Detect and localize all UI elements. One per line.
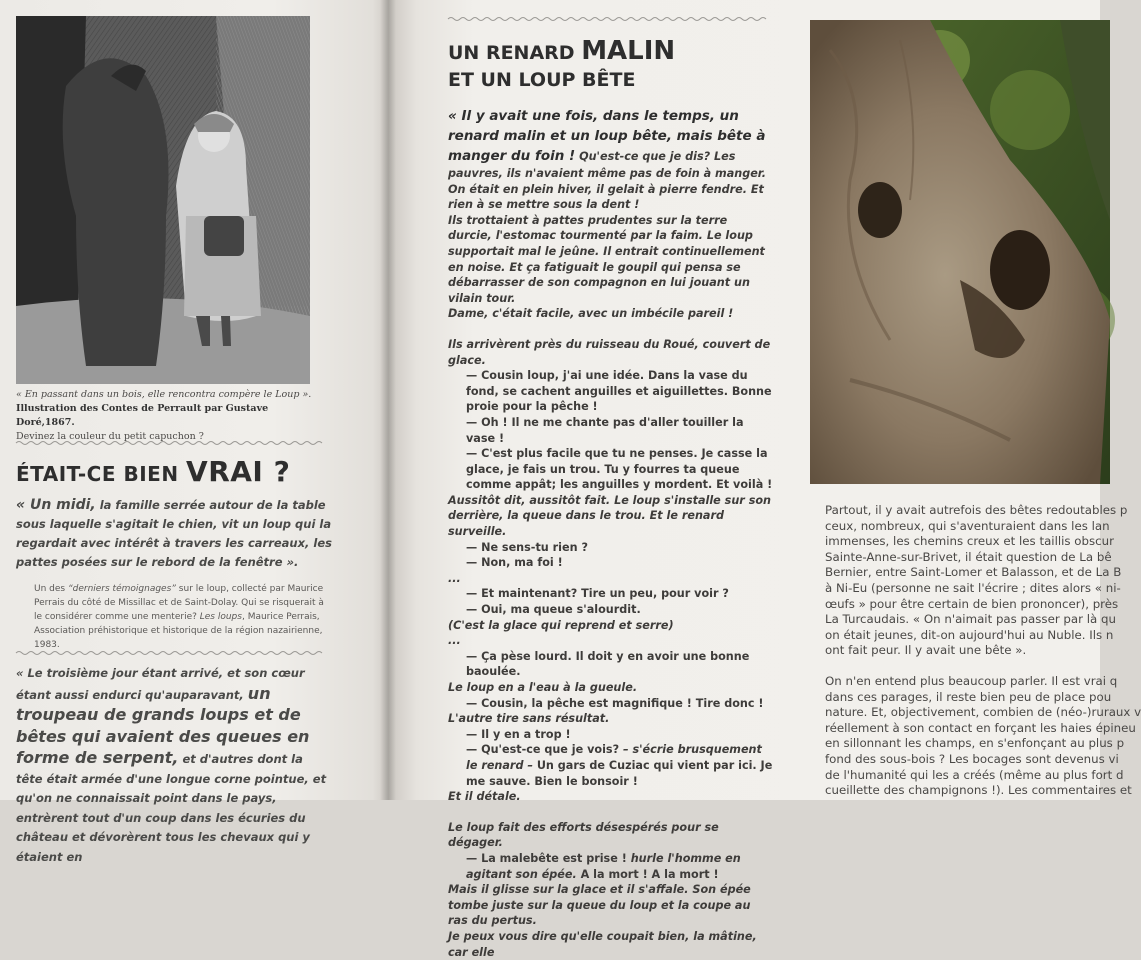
side-article-line: La Turcaudais. « On n'aimait pas passer par là qu — [825, 612, 1116, 627]
testimony-quote-lead: « Un midi, — [16, 497, 96, 513]
legend-quote-c: et d'autres dont la tête était armée d'une longue corne pointue, et qu'on ne connaissait point dans le pays, entrèrent tout d'un coup dans les écuries du château et dévorèrent tous les chevaux qui y étaient en — [16, 752, 327, 864]
story-opening: « Il y avait une fois, dans le temps, un renard malin et un loup bête, mais bête à manger du foin ! — [448, 108, 766, 164]
story-dialogue: — La malebête est prise ! — [466, 851, 631, 865]
story-paragraph: L'autre tire sans résultat. — [448, 712, 610, 726]
source-quoted: “derniers témoignages” — [67, 584, 176, 594]
story-title-big: MALIN — [581, 36, 676, 66]
story-dialogue: A la mort ! A la mort ! — [576, 867, 719, 881]
side-article-line: ceux, nombreux, qui s'aventuraient dans les lan — [825, 518, 1110, 533]
side-article-line: Bernier, entre Saint-Lomer et Balasson, et de La B — [825, 565, 1122, 580]
section-heading-small: ÉTAIT-CE BIEN — [16, 462, 187, 486]
section-heading-big: VRAI ? — [186, 455, 291, 488]
story-dialogue: — Oh ! Il ne me chante pas d'aller touiller la vase ! — [466, 415, 744, 445]
legend-quote-b: un troupeau de grands loups et de bêtes qui avaient des queues en forme de serpent, — [16, 683, 310, 767]
story-text — [448, 106, 774, 960]
source-text-end: , Maurice Perrais, Association préhistorique et historique de la région nazairienne, 1983. — [34, 612, 323, 650]
story-title — [448, 38, 675, 93]
side-article-line: à Ni-Eu (personne ne sait l'écrire ; dites alors « ni- — [825, 580, 1121, 595]
illustration-caption — [16, 388, 316, 444]
story-dialogue: — Ça pèse lourd. Il doit y en avoir une bonne baoulée. — [466, 649, 750, 679]
dore-engraving-image — [16, 16, 310, 384]
side-article-line: on était jeunes, dit-on aujourd'hui au Nuble. Ils n — [825, 627, 1114, 642]
side-article-line: nature. Et, objectivement, combien de (néo-)ruraux v — [825, 705, 1141, 720]
story-dialogue: Un gars de Cuziac qui vient par ici. Je me sauve. Bien le bonsoir ! — [466, 758, 773, 788]
section-heading — [16, 455, 290, 488]
story-paragraph: Le loup en a l'eau à la gueule. — [448, 681, 638, 694]
testimony-quote — [16, 496, 332, 572]
testimony-source — [34, 582, 334, 652]
side-article-line: réellement à son contact en forçant les haies épineu — [825, 720, 1136, 735]
caption-credit: Illustration des Contes de Perrault par Gustave Doré,1867. — [16, 403, 269, 428]
left-page — [0, 0, 388, 864]
source-book-title: Les loups — [199, 612, 242, 622]
side-article-line: en sillonnant les champs, en s'enfonçant au plus p — [825, 736, 1125, 751]
story-dialogue: — Oui, ma queue s'alourdit. — [466, 603, 641, 617]
side-article-paragraph — [825, 673, 1141, 799]
story-paragraph: Dame, c'était facile, avec un imbécile pareil ! — [448, 307, 734, 321]
tree-photo-image — [810, 20, 1110, 484]
story-ellipsis: ... — [448, 571, 461, 585]
story-dialogue: — Il y en a trop ! — [466, 727, 571, 741]
story-paragraph: Ils arrivèrent près du ruisseau du Roué, couvert de glace. — [448, 337, 771, 367]
story-title-small: UN RENARD — [448, 42, 582, 64]
legend-quote — [16, 664, 332, 867]
side-article — [825, 503, 1141, 799]
story-dialogue: — Non, ma foi ! — [466, 556, 563, 570]
story-dialogue: — Qu'est-ce que je vois? — [466, 743, 623, 757]
story-ellipsis: ... — [448, 634, 461, 648]
story-paragraph: Mais il glisse sur la glace et il s'affale. Son épée tombe juste sur la queue du loup et la coupe au ras du pertus. — [448, 883, 751, 928]
story-title-line2: ET UN LOUP BÊTE — [448, 69, 636, 91]
source-text-mid: sur le loup, collecté par Maurice Perrais du côté de Missillac et de Saint-Dolay. Qui se risquerait à le considérer comme une menterie? — [34, 584, 324, 622]
story-paragraph: Je peux vous dire qu'elle coupait bien, la mâtine, car elle — [448, 929, 757, 959]
story-dialogue: — Et maintenant? Tire un peu, pour voir ? — [466, 587, 729, 601]
story-paragraph: Et il détale. — [448, 790, 521, 804]
story-dialogue: — Ne sens-tu rien ? — [466, 540, 588, 554]
story-dialogue: — Cousin, la pêche est magnifique ! Tire donc ! — [466, 696, 764, 710]
side-article-line: Sainte-Anne-sur-Brivet, il était question de La bê — [825, 549, 1112, 564]
wavy-divider — [16, 650, 326, 656]
book-gutter — [380, 0, 396, 800]
side-article-line: œufs » pour être certain de bien prononcer), près — [825, 596, 1119, 611]
caption-note: Devinez la couleur du petit capuchon ? — [16, 431, 204, 442]
testimony-quote-text: la famille serrée autour de la table sous laquelle s'agitait le chien, vit un loup qui la regardait avec intérêt à travers les carreaux, les pattes posées sur le rebord de la fenêtre ». — [16, 498, 332, 569]
source-text: Un des — [34, 584, 68, 594]
story-narration: hurle l'homme en agitant son épée. — [466, 851, 741, 881]
side-article-line: dans ces parages, il reste bien peu de place pou — [825, 689, 1112, 704]
side-article-line: cueillette des champignons !). Les commentaires et — [825, 783, 1132, 798]
legend-quote-a: « Le troisième jour étant arrivé, et son cœur étant aussi endurci qu'auparavant, — [16, 666, 305, 702]
caption-quote: « En passant dans un bois, elle rencontra compère le Loup ». — [16, 389, 312, 400]
story-dialogue: — C'est plus facile que tu ne penses. Je casse la glace, je fais un trou. Tu y fourres ta queue comme appât; les anguilles y mordent. Et voilà ! — [466, 447, 773, 492]
wavy-divider — [448, 16, 770, 22]
story-paragraph: (C'est la glace qui reprend et serre) — [448, 618, 674, 632]
side-article-line: immenses, les chemins creux et les taillis obscur — [825, 534, 1114, 549]
side-article-line: Partout, il y avait autrefois des bêtes redoutables p — [825, 503, 1128, 517]
side-article-paragraph — [825, 503, 1128, 659]
side-article-line: On n'en entend plus beaucoup parler. Il est vrai q — [825, 673, 1118, 688]
side-article-line: fond des sous-bois ? Les bocages sont devenus vi — [825, 751, 1119, 766]
story-narration: – s'écrie brusquement le renard – — [466, 743, 762, 772]
story-dialogue: — Cousin loup, j'ai une idée. Dans la vase du fond, se cachent anguilles et aiguillettes. Bonne proie pour la pêche ! — [466, 369, 772, 414]
side-article-line: ont fait peur. Il y avait une bête ». — [825, 643, 1027, 658]
story-paragraph: Qu'est-ce que je dis? Les pauvres, ils n'avaient même pas de foin à manger. On était en plein hiver, il gelait à pierre fendre. Et rien à se mettre sous la dent ! — [448, 150, 766, 212]
story-paragraph: Aussitôt dit, aussitôt fait. Le loup s'installe sur son derrière, la queue dans le trou. Et le renard surveille. — [448, 493, 772, 539]
side-article-line: de l'humanité qui les a créés (même au plus fort d — [825, 767, 1124, 782]
wavy-divider — [16, 440, 326, 446]
story-paragraph: Ils trottaient à pattes prudentes sur la terre durcie, l'estomac tourmenté par la faim. Le loup supportait mal le jeûne. Il entrait continuellement en noise. Et ça fatiguait le goupil qui pensa se débarrasser de son compagnon en lui jouant un vilain tour. — [448, 213, 765, 305]
story-paragraph: Le loup fait des efforts désespérés pour se dégager. — [448, 820, 719, 850]
